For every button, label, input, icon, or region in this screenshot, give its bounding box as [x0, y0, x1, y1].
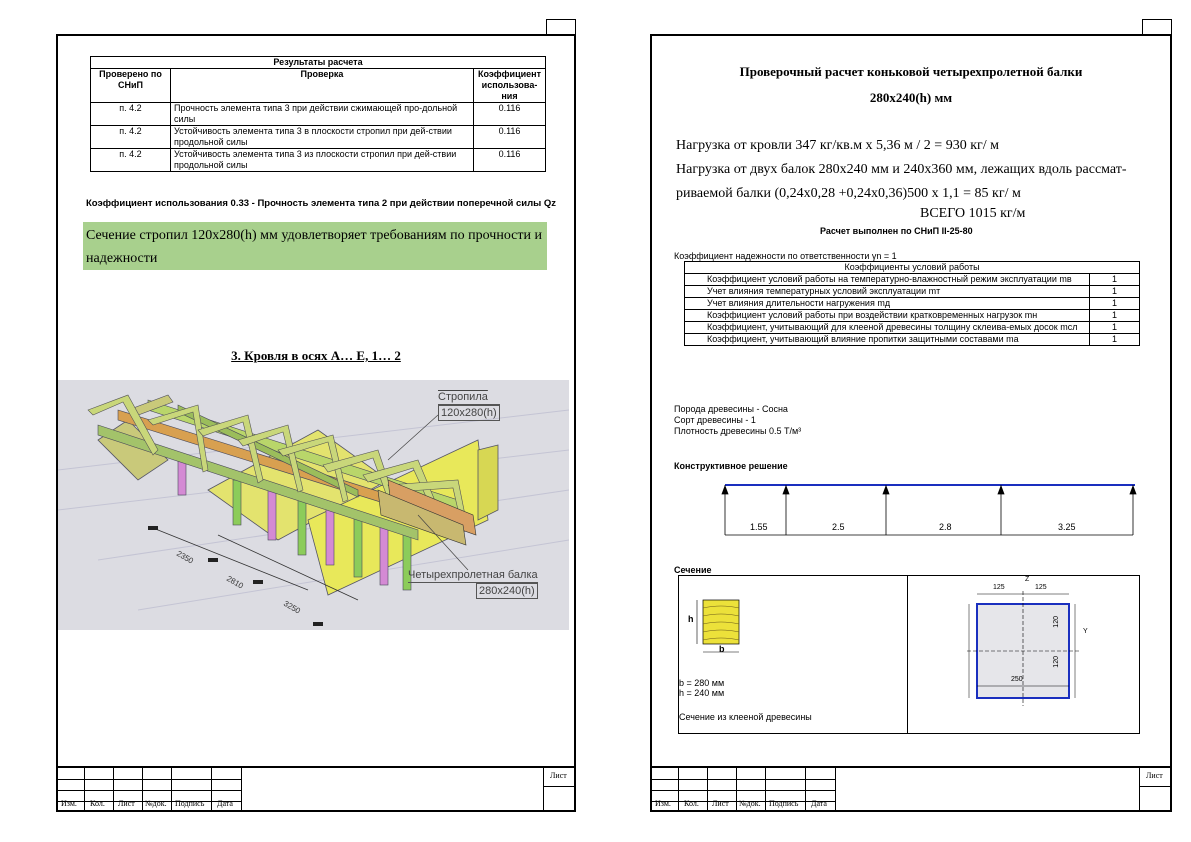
col-snip: Проверено по СНиП	[91, 69, 171, 103]
row-snip: п. 4.2	[91, 149, 171, 172]
coef-label: Коэффициент условий работы при воздействии кратковременных нагрузок mн	[685, 310, 1090, 322]
dim-label: 2350	[175, 548, 195, 566]
results-table	[90, 56, 546, 172]
span-label: 1.55	[750, 522, 768, 532]
reliability-coef: Коэффициент надежности по ответственности γn = 1	[674, 251, 897, 261]
section-heading: Сечение	[674, 565, 712, 575]
stamp-sheet-label: Лист	[550, 771, 567, 780]
constructive-heading: Конструктивное решение	[674, 461, 788, 471]
left-title-block	[56, 766, 576, 812]
section-h-label: h	[688, 614, 694, 624]
load-text	[676, 134, 1127, 206]
snip-note: Расчет выполнен по СНиП II-25-80	[820, 226, 973, 236]
total-load: ВСЕГО 1015 кг/м	[920, 206, 1026, 221]
wood-species: Порода древесины - Сосна	[674, 404, 788, 414]
table-row	[91, 126, 546, 149]
stamp-label-list: Лист	[118, 799, 135, 808]
load-line: риваемой балки (0,24х0,28 +0,24х0,36)500 х 1,1 = 85 кг/ м	[676, 186, 1021, 201]
row-coef: 0.116	[474, 149, 546, 172]
rafters-label-line2: 120x280(h)	[438, 405, 500, 421]
rafters-label-line1: Стропила	[438, 390, 500, 405]
wood-density: Плотность древесины 0.5 Т/м³	[674, 426, 802, 436]
section-material: Сечение из клееной древесины	[679, 712, 812, 722]
dim-side: 120	[1053, 616, 1060, 628]
coef-value: 1	[1090, 298, 1140, 310]
span-label: 3.25	[1058, 522, 1076, 532]
beam-scheme	[720, 480, 1140, 540]
right-title-block	[650, 766, 1172, 812]
stamp-label-kol: Кол.	[684, 799, 699, 808]
span-label: 2.5	[832, 522, 845, 532]
row-coef: 0.116	[474, 103, 546, 126]
roof-3d-figure	[58, 380, 569, 630]
table-row	[685, 310, 1140, 322]
right-sheet-tab	[1142, 19, 1172, 35]
stamp-label-list: Лист	[712, 799, 729, 808]
axis-y: Y	[1083, 628, 1088, 635]
coef-label: Учет влияния длительности нагружения mд	[685, 298, 1090, 310]
table-row	[685, 298, 1140, 310]
dim-label: 3250	[282, 598, 302, 616]
row-check: Устойчивость элемента типа 3 из плоскости стропил при дей-ствии продольной силы	[171, 149, 474, 172]
coef-label: Учет влияния температурных условий эксплуатации mт	[685, 286, 1090, 298]
left-sheet-tab	[546, 19, 576, 35]
coef-value: 1	[1090, 322, 1140, 334]
stamp-label-izm: Изм.	[655, 799, 671, 808]
beam-label-line2: 280x240(h)	[476, 583, 538, 599]
dim-top: 125	[1035, 584, 1047, 591]
results-title: Результаты расчета	[91, 57, 546, 69]
axis-z: Z	[1025, 576, 1030, 583]
work-coef-header: Коэффициенты условий работы	[685, 262, 1140, 274]
coef-value: 1	[1090, 286, 1140, 298]
table-row	[91, 103, 546, 126]
coef-label: Коэффициент, учитывающий влияние пропитки защитными составами mа	[685, 334, 1090, 346]
usage-note: Коэффициент использования 0.33 - Прочность элемента типа 2 при действии поперечной силы Qz	[86, 198, 557, 209]
section-right-panel	[907, 575, 1140, 734]
stamp-label-izm: Изм.	[61, 799, 77, 808]
beam-label	[408, 568, 538, 599]
stamp-label-kol: Кол.	[90, 799, 105, 808]
section-b: b = 280 мм	[679, 678, 725, 688]
stamp-label-sign: Подпись	[769, 799, 799, 808]
dim-side: 120	[1053, 656, 1060, 668]
col-check: Проверка	[171, 69, 474, 103]
coef-value: 1	[1090, 310, 1140, 322]
dim-bottom: 250	[1011, 676, 1023, 683]
coef-label: Коэффициент, учитывающий для клееной древесины толщину склеива-емых досок mсл	[685, 322, 1090, 334]
span-label: 2.8	[939, 522, 952, 532]
table-row	[91, 149, 546, 172]
col-coef: Коэффициент использова-ния	[474, 69, 546, 103]
load-line: Нагрузка от кровли 347 кг/кв.м х 5,36 м / 2 = 930 кг/ м	[676, 138, 999, 153]
dim-top: 125	[993, 584, 1005, 591]
coef-value: 1	[1090, 334, 1140, 346]
dim-label: 2810	[225, 573, 245, 591]
row-check: Прочность элемента типа 3 при действии сжимающей про-дольной силы	[171, 103, 474, 126]
right-title: Проверочный расчет коньковой четырехпролетной балки	[739, 64, 1083, 79]
beam-label-line1: Четырехпролетная балка	[408, 569, 538, 581]
stamp-label-date: Дата	[811, 799, 827, 808]
rafters-label	[438, 390, 500, 421]
load-line: Нагрузка от двух балок 280x240 мм и 240x360 мм, лежащих вдоль рассмат-	[676, 162, 1127, 177]
table-row	[685, 274, 1140, 286]
stamp-label-sign: Подпись	[175, 799, 205, 808]
wood-grade: Сорт древесины - 1	[674, 415, 756, 425]
wood-properties	[674, 404, 801, 437]
row-coef: 0.116	[474, 126, 546, 149]
section-heading-roof: 3. Кровля в осях А… Е, 1… 2	[231, 348, 401, 363]
table-row	[685, 322, 1140, 334]
section-b-label: b	[719, 644, 725, 654]
table-row	[685, 334, 1140, 346]
work-coef-table	[684, 261, 1140, 346]
row-snip: п. 4.2	[91, 126, 171, 149]
stamp-sheet-label: Лист	[1146, 771, 1163, 780]
row-snip: п. 4.2	[91, 103, 171, 126]
stamp-label-date: Дата	[217, 799, 233, 808]
table-row	[685, 286, 1140, 298]
section-left-panel	[678, 575, 908, 734]
stamp-label-ndok: №док.	[739, 799, 761, 808]
conclusion-box: Сечение стропил 120x280(h) мм удовлетворяет требованиям по прочности и надежности	[83, 222, 547, 270]
right-subtitle: 280x240(h) мм	[869, 90, 953, 105]
coef-value: 1	[1090, 274, 1140, 286]
row-check: Устойчивость элемента типа 3 в плоскости стропил при дей-ствии продольной силы	[171, 126, 474, 149]
section-h: h = 240 мм	[679, 688, 725, 698]
coef-label: Коэффициент условий работы на температурно-влажностный режим эксплуатации mв	[685, 274, 1090, 286]
stamp-label-ndok: №док.	[145, 799, 167, 808]
